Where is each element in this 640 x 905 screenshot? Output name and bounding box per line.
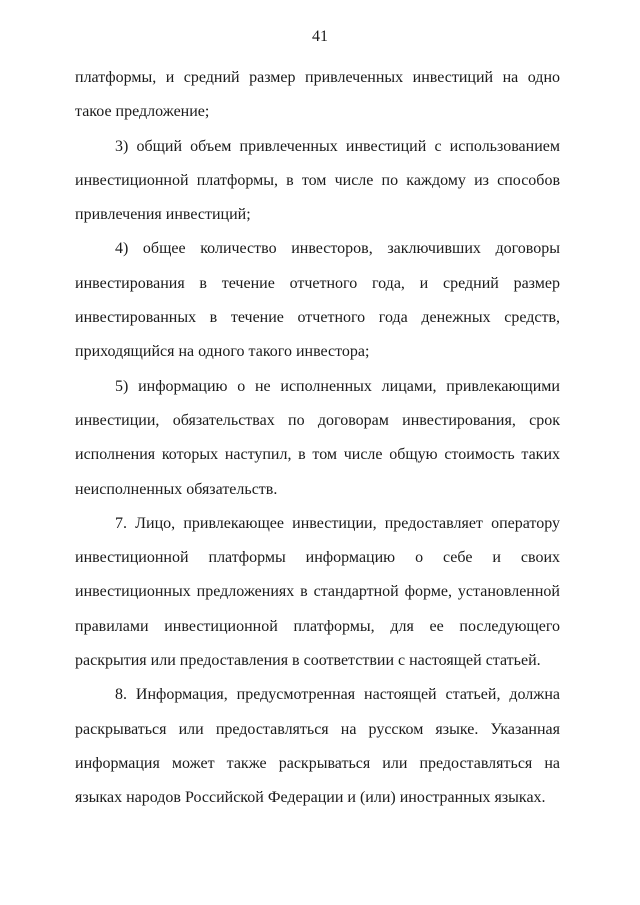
paragraph-continuation: платформы, и средний размер привлеченных инвестиций на одно такое предложение; bbox=[75, 69, 560, 121]
page-number: 41 bbox=[312, 28, 328, 45]
document-body bbox=[75, 61, 560, 816]
paragraph-item-3: 3) общий объем привлеченных инвестиций с использованием инвестиционной платформы, в том числе по каждому из способов привлечения инвестиций; bbox=[75, 137, 560, 224]
paragraph-part-7: 7. Лицо, привлекающее инвестиции, предоставляет оператору инвестиционной платформы информацию о себе и своих инвестиционных предложениях в стандартной форме, установленной правилами инвестиционной платформы, для ее последующего раскрытия или предоставления в соответствии с настоящей статьей. bbox=[75, 514, 560, 670]
paragraph-part-8: 8. Информация, предусмотренная настоящей статьей, должна раскрываться или предоставляться на русском языке. Указанная информация может также раскрываться или предоставляться на языках народов Российской Федерации и (или) иностранных языках. bbox=[75, 686, 560, 807]
paragraph-item-5: 5) информацию о не исполненных лицами, привлекающими инвестиции, обязательствах по договорам инвестирования, срок исполнения которых наступил, в том числе общую стоимость таких неисполненных обязательств. bbox=[75, 377, 560, 498]
paragraph-item-4: 4) общее количество инвесторов, заключивших договоры инвестирования в течение отчетного года, и средний размер инвестированных в течение отчетного года денежных средств, приходящийся на одного такого инвестора; bbox=[75, 240, 560, 361]
